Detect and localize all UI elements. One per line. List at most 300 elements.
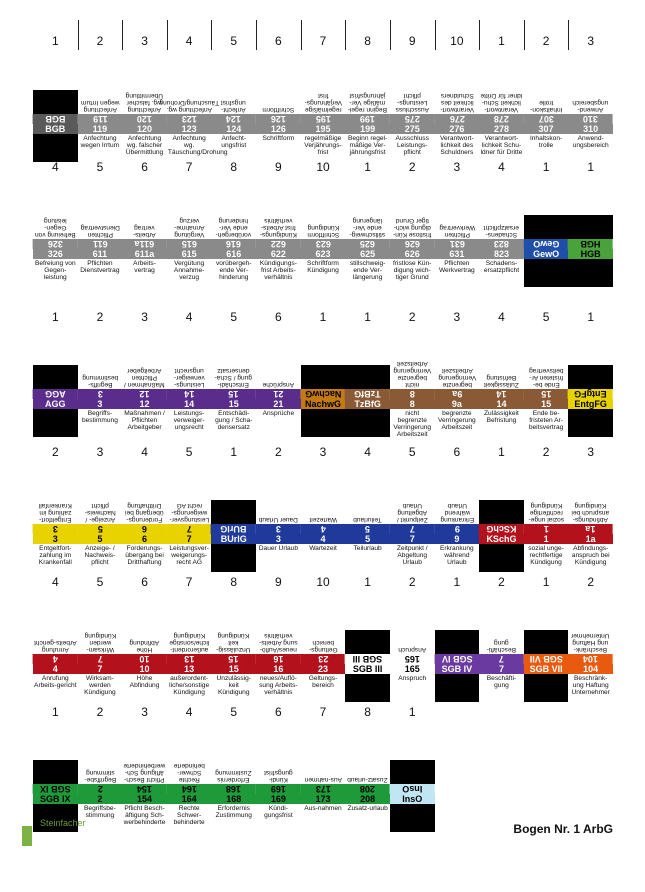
tab-code-upside-down: EntgFG	[568, 389, 613, 399]
tab-number: 1	[364, 160, 371, 174]
tab-code: 611	[78, 249, 123, 259]
tab-code: 15	[524, 399, 569, 409]
tab-label-upside-down: Pflichten Dienstvertrag	[80, 224, 120, 238]
brand-name: Steinfacher	[40, 818, 86, 828]
tab-number: 1	[408, 705, 416, 719]
tab-label: Unzulässig-keit Kündigung	[216, 675, 251, 696]
tab-code-upside-down: 2	[78, 784, 123, 794]
tab-label: Teilurlaub	[353, 545, 382, 552]
tab-label-upside-down: fristlose Kün-digung wich-tiger Grund	[392, 217, 432, 238]
tab-label-upside-down	[211, 500, 256, 524]
tab-label-upside-down: Anfecht-ungsfrist	[221, 99, 247, 113]
tab-cell	[390, 500, 435, 572]
tab-number: 7	[319, 705, 327, 719]
tab-label	[435, 674, 480, 702]
tab-label: Anfecht-ungsfrist	[221, 135, 247, 149]
tab-code-upside-down: 3	[33, 524, 78, 534]
tab-code-upside-down: 6	[122, 524, 167, 534]
tab-label-upside-down: Zeitpunkt / Abgeltung Urlaub	[396, 502, 428, 523]
tab-label-upside-down: Unzulässig-keit Kündigung	[216, 632, 251, 653]
tab-number: 1	[542, 160, 550, 174]
tab-label-upside-down: Verantwort-lichkeit des Schuldners	[439, 92, 474, 113]
tab-label-upside-down: Ausschluss Leistungs-pflicht	[395, 92, 429, 113]
tab-cell	[345, 215, 390, 287]
tab-code-upside-down: 169	[256, 784, 301, 794]
tab-label: Begriffsbe-stimmung	[84, 805, 116, 819]
tab-cell	[256, 500, 301, 572]
tab-label-upside-down: neues/Auflö-sung Arbeits-verhältnis	[259, 632, 298, 653]
tab-strip	[33, 90, 613, 162]
tab-code-upside-down: 15	[524, 389, 569, 399]
tab-label-upside-down: Wirksam-werden Kündigung	[84, 632, 116, 653]
tab-number: 1	[319, 310, 327, 324]
tab-number: 7	[319, 34, 327, 48]
tab-code: 168	[211, 794, 256, 804]
tab-numbers	[33, 160, 613, 174]
tab-code-upside-down: 276	[435, 114, 480, 124]
tab-code: 12	[122, 399, 167, 409]
tab-code: 307	[524, 124, 569, 134]
tab-label: Begriffs-bestimmung	[81, 410, 118, 424]
tab-code: 15	[211, 664, 256, 674]
tab-label-upside-down: Erfordernis Zustimmung	[215, 769, 252, 783]
tab-label-upside-down: Leistungsver-weigerungs-recht AG	[169, 502, 209, 523]
tab-code-upside-down: 154	[122, 784, 167, 794]
tab-code: 7	[78, 664, 123, 674]
tab-code-upside-down: 616	[211, 239, 256, 249]
tab-label: Höhe Abfindung	[129, 675, 160, 689]
tab-cell	[435, 630, 480, 702]
tab-code-upside-down: 611	[78, 239, 123, 249]
tab-code-upside-down: 104	[568, 654, 613, 664]
tab-label-upside-down: Aus-nahmen	[304, 776, 342, 783]
tab-code-upside-down: 15	[211, 389, 256, 399]
tab-code-upside-down: SGB IV	[435, 654, 480, 664]
tab-code-upside-down: 310	[568, 114, 613, 124]
tab-label-upside-down: Anrufung Arbeits-gericht	[34, 639, 77, 653]
tab-label-upside-down	[33, 90, 78, 114]
tab-code-upside-down: 275	[390, 114, 435, 124]
tab-code: 622	[256, 249, 301, 259]
tab-cell	[568, 215, 613, 287]
tab-code-upside-down: 126	[256, 114, 301, 124]
tab-label: Dauer Urlaub	[258, 545, 298, 552]
tab-cell	[78, 365, 123, 437]
tab-number	[568, 705, 613, 719]
tab-code: 164	[167, 794, 212, 804]
tab-cell	[33, 215, 78, 287]
tab-cell	[167, 365, 212, 437]
tab-number: 1	[51, 310, 59, 324]
tab-code-upside-down: 615	[167, 239, 212, 249]
tab-label-upside-down: Forderungs-übergang bei Dritthaftung	[125, 502, 164, 523]
tab-label-upside-down: Maßnahmen / Pflichten Arbeitgeber	[124, 367, 165, 388]
tab-code: 14	[167, 399, 212, 409]
tab-cell	[301, 500, 346, 572]
tab-label	[33, 134, 78, 162]
tab-cell	[390, 360, 435, 438]
tab-code: 6	[122, 534, 167, 544]
tab-number: 5	[230, 705, 238, 719]
tab-code-upside-down: 14	[167, 389, 212, 399]
sheet-title: Bogen Nr. 1 ArbG	[513, 822, 613, 836]
tab-label: Anfechtung wg. falscher Übermittlung	[125, 135, 164, 156]
tab-code-upside-down: 173	[301, 784, 346, 794]
tab-label-upside-down	[33, 760, 78, 784]
tab-number: 6	[275, 34, 282, 48]
tab-label: Leistungs-verweiger-ungsrecht	[173, 410, 205, 431]
tab-code: 276	[435, 124, 480, 134]
tab-code-upside-down: 13	[167, 654, 212, 664]
tab-code: 199	[345, 124, 390, 134]
tab-code: 3	[256, 534, 301, 544]
tab-label	[390, 804, 435, 832]
tab-code-upside-down	[568, 784, 613, 794]
tab-cell	[479, 90, 524, 162]
tab-label-upside-down: Verantwort-lichkeit Schu-ldner für Dritte	[480, 92, 523, 113]
tab-label: Ausschluss Leistungs-pflicht	[395, 135, 429, 156]
tab-cell	[159, 90, 228, 162]
tab-code: 165	[390, 664, 435, 674]
tab-number: 4	[51, 160, 59, 174]
tab-code: 124	[211, 124, 256, 134]
tab-label: stillschweig-ende Ver-längerung	[349, 260, 386, 281]
tab-cell	[33, 630, 78, 702]
tab-code-upside-down: 124	[211, 114, 256, 124]
tab-label: Pflichten Werkvertrag	[438, 260, 475, 274]
tab-label: Pflichten Dienstvertrag	[80, 260, 120, 274]
tab-code-upside-down: 9	[435, 524, 480, 534]
tab-label: außerordent-liche/sonstige Kündigung	[169, 675, 210, 696]
tab-number	[479, 705, 524, 719]
tab-code-upside-down: BUrlG	[211, 524, 256, 534]
tab-number: 9	[275, 575, 282, 589]
tab-cell	[345, 630, 390, 702]
tab-code-upside-down: 12	[122, 389, 167, 399]
tab-code-upside-down: 9a	[435, 389, 480, 399]
tab-code-upside-down: 23	[301, 654, 346, 664]
tab-label: Anzeige- / Nachweis-pflicht	[84, 545, 116, 566]
tab-label	[568, 259, 613, 287]
tab-numbers	[33, 705, 613, 719]
tab-number: 5	[408, 445, 416, 459]
tab-label-upside-down	[568, 365, 613, 389]
tab-code: 5	[345, 534, 390, 544]
tab-label: Zulässigkeit Befristung	[484, 410, 519, 424]
tab-code-upside-down: 5	[345, 524, 390, 534]
tab-label-upside-down: Kündigungs-frist Arbeits-verhältnis	[259, 217, 297, 238]
tab-number: 1	[542, 575, 550, 589]
tab-cell	[167, 630, 212, 702]
tab-code-upside-down: 8	[390, 389, 435, 399]
tab-cell	[524, 90, 569, 162]
tab-number: 2	[96, 705, 104, 719]
tab-cell	[568, 500, 613, 572]
tab-cell	[524, 365, 569, 437]
tab-label-upside-down: Pflichten Werkvertrag	[438, 224, 475, 238]
tab-number: 10	[316, 160, 330, 174]
tab-code-upside-down: BGB	[33, 114, 78, 124]
tab-label-upside-down: Abfindungs-anspruch bei Kündigung	[571, 502, 610, 523]
tab-number: 1	[498, 445, 505, 459]
tab-code: 626	[390, 249, 435, 259]
tab-number: 4	[185, 310, 193, 324]
tab-cell	[256, 365, 301, 437]
tab-number: 2	[542, 445, 550, 459]
tab-code: SGB IX	[33, 794, 78, 804]
tab-label-upside-down: Begriffs-bestimmung	[81, 374, 118, 388]
tab-label-upside-down: Beschäfti-gung	[486, 639, 517, 653]
tab-label-upside-down: Anwend-ungsbereich	[572, 99, 609, 113]
tab-cell	[301, 760, 346, 832]
tab-number: 3	[141, 310, 148, 324]
tab-label-upside-down: Ansprüche	[262, 381, 295, 388]
tab-label-upside-down: Rechte Schwer-behinderte	[173, 762, 205, 783]
tab-label-upside-down: Dauer Urlaub	[258, 516, 298, 523]
tab-cell	[256, 90, 301, 162]
tab-cell	[479, 365, 524, 437]
tab-label-upside-down: Beschränk-ung Haftung Unternehmer	[571, 632, 610, 653]
tab-label: Anfechtung wegen Irrtum	[80, 135, 120, 149]
tab-code-upside-down: InsO	[390, 784, 435, 794]
tab-code-upside-down: KSchG	[479, 524, 524, 534]
tab-label: Anrufung Arbeits-gericht	[34, 675, 77, 689]
tab-code-upside-down: 278	[479, 114, 524, 124]
tab-number: 3	[141, 705, 148, 719]
tab-code	[568, 794, 613, 804]
tab-label-upside-down: Geltungs-bereich	[308, 639, 338, 653]
tab-code-upside-down: 7	[390, 524, 435, 534]
tab-label: nicht begrenzte Verringerung Arbeitszeit	[393, 410, 432, 438]
tab-label	[345, 674, 390, 702]
tab-code: EntgFG	[568, 399, 613, 409]
tab-label	[524, 674, 569, 702]
tab-label-upside-down: Ende be-fristeten Ar-beitsvertrag	[528, 367, 564, 388]
tab-label: Forderungs-übergang bei Dritthaftung	[125, 545, 164, 566]
tab-label-upside-down: Begriffsbe-stimmung	[84, 769, 116, 783]
tab-code: 326	[33, 249, 78, 259]
tab-label-upside-down	[524, 760, 569, 784]
tab-code: 3	[33, 534, 78, 544]
tab-label-upside-down: Vergütung Annahme-verzug	[173, 217, 205, 238]
tab-code: 14	[479, 399, 524, 409]
tab-label	[435, 804, 480, 832]
tab-label-upside-down	[301, 365, 346, 389]
tab-cell	[524, 630, 569, 702]
tab-code-upside-down: 15	[211, 654, 256, 664]
tab-label: Zeitpunkt / Abgeltung Urlaub	[396, 545, 428, 566]
tab-label: Verantwort-lichkeit des Schuldners	[439, 135, 474, 156]
tab-label: Abfindungs-anspruch bei Kündigung	[571, 545, 610, 566]
tab-number: 10	[450, 34, 464, 48]
tab-code-upside-down: 119	[78, 114, 123, 124]
tab-code: 3	[78, 399, 123, 409]
tab-code: 15	[211, 399, 256, 409]
tab-code: 9	[435, 534, 480, 544]
tab-label-upside-down: Zusatz-urlaub	[347, 776, 388, 783]
tab-label-upside-down	[435, 630, 480, 654]
tab-label: Anspruch	[398, 675, 427, 682]
tab-label-upside-down	[390, 760, 435, 784]
tab-label-upside-down	[33, 365, 78, 389]
tab-code: 21	[256, 399, 301, 409]
tab-code: HGB	[568, 249, 613, 259]
tab-code-upside-down: 120	[122, 114, 167, 124]
tab-number: 9	[275, 160, 282, 174]
tab-number: 6	[141, 575, 148, 589]
tab-label-upside-down: Schriftform	[262, 106, 295, 113]
tab-code: 7	[479, 664, 524, 674]
tab-code: BGB	[33, 124, 78, 134]
tab-code: NachwG	[301, 399, 346, 409]
tab-label	[524, 259, 569, 287]
tab-label: Erkrankung während Urlaub	[439, 545, 474, 566]
tab-label-upside-down: Anfechtung wegen Irrtum	[80, 99, 120, 113]
tab-label-upside-down: Erkrankung während Urlaub	[439, 502, 474, 523]
tab-number: 2	[275, 445, 282, 459]
tab-code-upside-down: 1	[524, 524, 569, 534]
tab-number: 8	[230, 575, 238, 589]
tab-label-upside-down: begrenzte Verringerung Arbeitszeit	[437, 367, 476, 388]
tab-cell	[568, 90, 613, 162]
tab-code: 126	[256, 124, 301, 134]
tab-number	[524, 705, 569, 719]
tab-number: 4	[185, 705, 193, 719]
tab-number: 1	[364, 575, 371, 589]
tab-number: 2	[408, 310, 416, 324]
tab-label: Ansprüche	[262, 410, 295, 417]
tab-number: 7	[185, 160, 193, 174]
tab-label-upside-down: Anfechtung wg. Täuschung/Drohung	[159, 99, 220, 113]
tab-code-upside-down: 4	[33, 654, 78, 664]
tab-label-upside-down: Leistungs-verweiger-ungsrecht	[173, 367, 205, 388]
tab-cell	[435, 365, 480, 437]
tab-label-upside-down: Zulässigkeit Befristung	[484, 374, 519, 388]
tab-number: 2	[96, 310, 104, 324]
tab-label-upside-down: Pflicht Besch-äftigung Sch-werbehinderte	[123, 762, 166, 783]
tab-code-upside-down: AGG	[33, 389, 78, 399]
tab-cell	[211, 500, 256, 572]
tab-cell	[78, 90, 123, 162]
tab-label-upside-down: Kündi-gungsfrist	[264, 769, 293, 783]
tab-code: SGB IV	[435, 664, 480, 674]
tab-number: 2	[587, 575, 595, 589]
tab-label: Maßnahmen / Pflichten Arbeitgeber	[124, 410, 165, 431]
tab-code: 7	[390, 534, 435, 544]
tab-code: 120	[122, 124, 167, 134]
tab-cell	[301, 215, 346, 287]
tab-label	[33, 409, 78, 437]
tab-cell	[345, 365, 390, 437]
tab-number: 1	[51, 34, 59, 48]
tab-label-upside-down: nicht begrenzte Verringerung Arbeitszeit	[393, 360, 432, 388]
tab-cell	[345, 500, 390, 572]
tab-number: 2	[542, 34, 550, 48]
tab-number: 3	[96, 445, 104, 459]
tab-code: 823	[479, 249, 524, 259]
tab-code: 9a	[435, 399, 480, 409]
tab-cell	[211, 365, 256, 437]
tab-numbers	[33, 34, 613, 48]
tab-strip	[33, 360, 613, 438]
tab-number: 4	[141, 445, 148, 459]
tab-number: 3	[587, 445, 595, 459]
tab-code-upside-down: 307	[524, 114, 569, 124]
tab-number	[435, 705, 480, 719]
tab-cell	[390, 630, 435, 702]
tab-code: 8	[390, 399, 435, 409]
tab-code-upside-down: 623	[301, 239, 346, 249]
tab-label-upside-down: sozial unge-rechtfertige Kündigung	[528, 502, 564, 523]
tab-code-upside-down: 626	[390, 239, 435, 249]
tab-label: Ende be-fristeten Ar-beitsvertrag	[528, 410, 564, 431]
tab-cell	[524, 215, 569, 287]
tab-label: Anwend-ungsbereich	[572, 135, 609, 149]
tab-code: 625	[345, 249, 390, 259]
tab-number: 2	[96, 34, 104, 48]
tab-label: Kündi-gungsfrist	[264, 805, 293, 819]
tab-code	[524, 794, 569, 804]
tab-label-upside-down: Beginn regel-mäßige Ver-jährungsfrist	[348, 92, 388, 113]
tab-code: 104	[568, 664, 613, 674]
tab-label: Beschäfti-gung	[486, 675, 517, 689]
tab-code: 616	[211, 249, 256, 259]
tab-cell	[479, 500, 524, 572]
tab-code: 310	[568, 124, 613, 134]
tab-numbers	[33, 310, 613, 324]
tab-number: 2	[408, 575, 416, 589]
tab-label-upside-down	[479, 500, 524, 524]
tab-code: 1	[524, 534, 569, 544]
tab-code-upside-down: 199	[345, 114, 390, 124]
tab-code-upside-down: SGB IX	[33, 784, 78, 794]
tab-cell	[390, 760, 435, 832]
tab-code-upside-down: 611a	[122, 239, 167, 249]
tab-label: regelmäßige Verjährungs-frist	[304, 135, 342, 156]
tab-code-upside-down: 164	[167, 784, 212, 794]
tab-number: 4	[498, 310, 505, 324]
tab-code: 195	[301, 124, 346, 134]
tab-label-upside-down: Entschädi-gung / Scha-densersatz	[215, 367, 253, 388]
tab-code: 119	[78, 124, 123, 134]
tab-label: Erfordernis Zustimmung	[215, 805, 252, 819]
tab-cell	[167, 500, 212, 572]
tab-code: 4	[301, 534, 346, 544]
tab-cell	[345, 760, 390, 832]
tab-label: Verantwort-lichkeit Schu-ldner für Dritte	[480, 135, 523, 156]
tab-number: 3	[453, 310, 461, 324]
tab-code: BUrlG	[211, 534, 256, 544]
tab-number: 5	[230, 310, 238, 324]
tab-number: 2	[51, 445, 59, 459]
tab-code-upside-down: 14	[479, 389, 524, 399]
tab-cell	[211, 90, 256, 162]
tab-strip	[33, 500, 613, 572]
tab-code-upside-down: 10	[122, 654, 167, 664]
tab-cell	[256, 215, 301, 287]
tab-code: 7	[167, 534, 212, 544]
tab-code-upside-down	[435, 784, 480, 794]
tab-cell	[479, 630, 524, 702]
tab-label: Beschränk-ung Haftung Unternehmer	[571, 675, 610, 696]
tab-label	[479, 544, 524, 572]
tab-code-upside-down: 3	[256, 524, 301, 534]
tab-number: 4	[51, 575, 59, 589]
tab-code-upside-down: 7	[167, 524, 212, 534]
tab-number: 6	[141, 160, 148, 174]
tab-number: 4	[498, 160, 505, 174]
tab-label: Pflicht Besch-äftigung Sch-werbehinderte	[123, 805, 166, 826]
